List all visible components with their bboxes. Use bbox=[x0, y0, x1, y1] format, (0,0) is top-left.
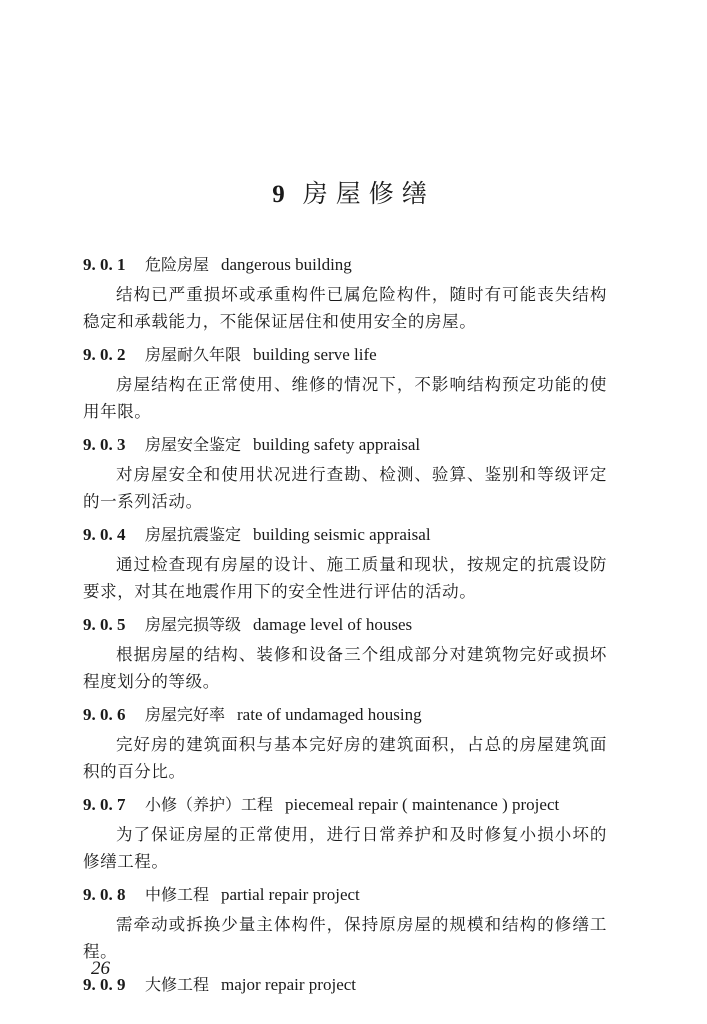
term-definition: 通过检查现有房屋的设计、施工质量和现状，按规定的抗震设防要求，对其在地震作用下的安全性进行评估的活动。 bbox=[83, 555, 607, 601]
term-english: rate of undamaged housing bbox=[237, 705, 422, 724]
term-definition: 完好房的建筑面积与基本完好房的建筑面积，占总的房屋建筑面积的百分比。 bbox=[83, 735, 607, 781]
clause-number: 9. 0. 9 bbox=[83, 975, 126, 994]
term-entry bbox=[83, 248, 607, 335]
term-entry bbox=[83, 518, 607, 605]
term-chinese: 房屋安全鉴定 bbox=[145, 435, 242, 454]
term-chinese: 中修工程 bbox=[145, 885, 210, 904]
term-chinese: 小修（养护）工程 bbox=[145, 795, 274, 814]
term-english: building safety appraisal bbox=[253, 435, 421, 454]
clause-number: 9. 0. 5 bbox=[83, 615, 126, 634]
clause-number: 9. 0. 6 bbox=[83, 705, 126, 724]
term-english: dangerous building bbox=[221, 255, 352, 274]
term-definition: 房屋结构在正常使用、维修的情况下，不影响结构预定功能的使用年限。 bbox=[83, 375, 607, 421]
term-list bbox=[83, 248, 607, 1001]
term-definition: 根据房屋的结构、装修和设备三个组成部分对建筑物完好或损坏程度划分的等级。 bbox=[83, 645, 607, 691]
term-english: damage level of houses bbox=[253, 615, 413, 634]
page-number: 26 bbox=[91, 958, 110, 979]
clause-number: 9. 0. 4 bbox=[83, 525, 126, 544]
term-chinese: 房屋完好率 bbox=[145, 705, 226, 724]
term-definition: 需牵动或拆换少量主体构件，保持原房屋的规模和结构的修缮工程。 bbox=[83, 915, 607, 961]
term-entry bbox=[83, 968, 607, 1001]
term-heading bbox=[83, 428, 607, 461]
clause-number: 9. 0. 2 bbox=[83, 345, 126, 364]
term-entry bbox=[83, 608, 607, 695]
term-definition: 为了保证房屋的正常使用，进行日常养护和及时修复小损小坏的修缮工程。 bbox=[83, 825, 607, 871]
term-entry bbox=[83, 698, 607, 785]
clause-number: 9. 0. 3 bbox=[83, 435, 126, 454]
term-heading bbox=[83, 608, 607, 641]
term-chinese: 房屋完损等级 bbox=[145, 615, 242, 634]
term-chinese: 房屋抗震鉴定 bbox=[145, 525, 242, 544]
term-definition: 结构已严重损坏或承重构件已属危险构件，随时有可能丧失结构稳定和承载能力，不能保证居住和使用安全的房屋。 bbox=[83, 285, 607, 331]
term-entry bbox=[83, 788, 607, 875]
term-heading bbox=[83, 968, 607, 1001]
term-heading bbox=[83, 338, 607, 371]
clause-number: 9. 0. 8 bbox=[83, 885, 126, 904]
term-entry bbox=[83, 338, 607, 425]
term-heading bbox=[83, 248, 607, 281]
term-heading bbox=[83, 878, 607, 911]
term-chinese: 房屋耐久年限 bbox=[145, 345, 242, 364]
clause-number: 9. 0. 1 bbox=[83, 255, 126, 274]
term-chinese: 危险房屋 bbox=[145, 255, 210, 274]
term-definition: 对房屋安全和使用状况进行查勘、检测、验算、鉴别和等级评定的一系列活动。 bbox=[83, 465, 607, 511]
term-english: partial repair project bbox=[221, 885, 360, 904]
chapter-title bbox=[0, 176, 707, 213]
term-heading bbox=[83, 518, 607, 551]
term-entry bbox=[83, 878, 607, 965]
chapter-name: 房屋修缮 bbox=[302, 179, 435, 208]
term-english: piecemeal repair ( maintenance ) project bbox=[285, 795, 560, 814]
term-heading bbox=[83, 698, 607, 731]
term-heading bbox=[83, 788, 607, 821]
term-english: major repair project bbox=[221, 975, 357, 994]
clause-number: 9. 0. 7 bbox=[83, 795, 126, 814]
term-chinese: 大修工程 bbox=[145, 975, 210, 994]
chapter-number: 9 bbox=[272, 181, 293, 208]
term-english: building serve life bbox=[253, 345, 377, 364]
term-english: building seismic appraisal bbox=[253, 525, 431, 544]
term-entry bbox=[83, 428, 607, 515]
